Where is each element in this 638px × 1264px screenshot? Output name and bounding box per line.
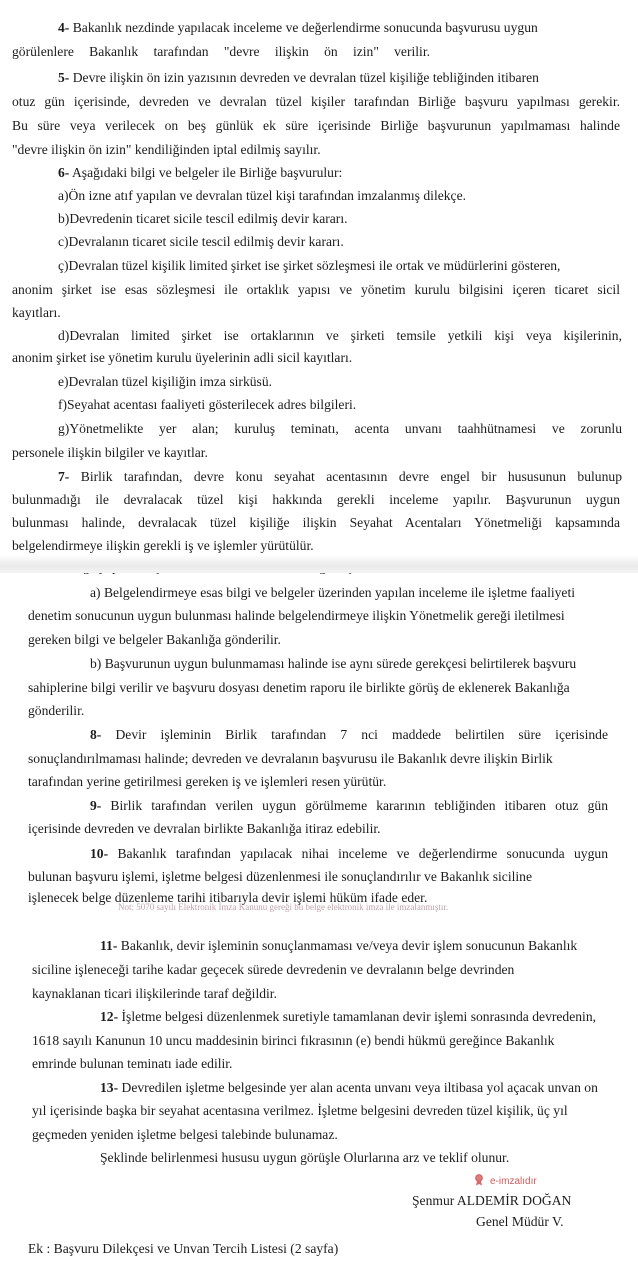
paragraph-10-line: bulunan başvuru işlemi, işletme belgesi düzenlenmesi ile sonuçlandırılır ve Bakanlık siciline [28, 869, 532, 884]
list-item-g: g)Yönetmelikte yer alan; kuruluş teminatı, acenta unvanı taahhütnamesi ve zorunlu [58, 421, 622, 436]
paragraph-number: 5- [58, 70, 70, 85]
e-signature-note: Not: 5070 sayılı Elektronik İmza Kanunu gereği bu belge elektronik imza ile imzalanmıştır. [118, 902, 449, 912]
paragraph-7-line: bulunması halinde, devralacak tüzel kişiliğe ilişkin Seyahat Acentaları Yönetmeliği kapsamında [12, 515, 620, 530]
signatory-title: Genel Müdür V. [476, 1214, 564, 1229]
list-item-b: b) Başvurunun uygun bulunmaması halinde ise aynı sürede gerekçesi belirtilerek başvuru [90, 656, 577, 671]
paragraph-13-line: geçmeden yeniden işletme belgesi talebinde bulunamaz. [32, 1127, 338, 1142]
paragraph-12-line: 1618 sayılı Kanunun 10 uncu maddesinin birinci fıkrasının (e) bendi hükmü gereğince Bakanlık [32, 1033, 555, 1048]
attachment-note: Ek : Başvuru Dilekçesi ve Unvan Tercih Listesi (2 sayfa) [28, 1241, 339, 1256]
paragraph-number: 6- [58, 165, 70, 180]
list-item-a: a) Belgelendirmeye esas bilgi ve belgeler üzerinden yapılan inceleme ile işletme faaliyeti [90, 585, 576, 600]
paragraph-12-line: 12- İşletme belgesi düzenlenmek suretiyle tamamlanan devir işlemi sonrasında devredenin, [100, 1009, 597, 1024]
paragraph-11-line: siciline işleneceği tarihe kadar geçecek sürede devredenin ve devralanın belge devrinden [32, 962, 515, 977]
paragraph-11-line: kaynaklanan ticari ilişkilerinde taraf değildir. [32, 986, 277, 1001]
paragraph-number: 9- [90, 798, 102, 813]
list-item-b: b)Devredenin ticaret sicile tescil edilmiş devir kararı. [58, 211, 348, 226]
paragraph-13-line: 13- Devredilen işletme belgesinde yer alan acenta unvanı veya iltibasa yol açacak unvan on [100, 1080, 598, 1095]
paragraph-number: 12- [100, 1009, 119, 1024]
list-item-c: c)Devralanın ticaret sicile tescil edilmiş devir kararı. [58, 234, 344, 249]
list-item-a: gereken bilgi ve belgeler Bakanlığa gönderilir. [28, 632, 281, 647]
signatory-name: Şenmur ALDEMİR DOĞAN [412, 1193, 572, 1208]
list-item-a: a)Ön izne atıf yapılan ve devralan tüzel kişi tarafından imzalanmış dilekçe. [58, 188, 467, 203]
list-item-b: gönderilir. [28, 703, 85, 718]
paragraph-number: 13- [100, 1080, 119, 1095]
list-item-cc: ç)Devralan tüzel kişilik limited şirket ise şirket sözleşmesi ile ortak ve müdürlerini gösteren, [58, 258, 561, 273]
paragraph-9-line: 9- Birlik tarafından verilen uygun görülmeme kararının tebliğinden itibaren otuz gün [90, 798, 609, 813]
medal-icon [474, 1174, 484, 1186]
paragraph-5-line: Bu süre veya verilecek on beş günlük ek süre içerisinde Birliğe başvurunun yapılmaması halinde [12, 118, 620, 133]
paragraph-number: 4- [58, 20, 70, 35]
paragraph-6-heading: 6- Aşağıdaki bilgi ve belgeler ile Birliğe başvurulur: [58, 165, 343, 180]
paragraph-8-line: sonuçlandırılmaması halinde; devreden ve devralanın başvurusu ile Bakanlık devre ilişkin Birlik [28, 751, 553, 766]
paragraph-12-line: emrinde bulunan teminatı iade edilir. [32, 1056, 233, 1071]
paragraph-10-line: işlenecek belge düzenleme tarihi itibarıyla devir işlemi hüküm ifade eder. [28, 890, 428, 905]
paragraph-9-line: içerisinde devreden ve devralan birlikte Bakanlığa itiraz edebilir. [28, 821, 381, 836]
list-item-g: personele ilişkin bilgiler ve kayıtlar. [12, 445, 208, 460]
paragraph-5-line: 5- Devre ilişkin ön izin yazısının devreden ve devralan tüzel kişiliğe tebliğinden itibaren [58, 70, 539, 85]
paragraph-10-line: 10- Bakanlık tarafından yapılacak nihai inceleme ve değerlendirme sonucunda uygun [90, 846, 608, 861]
paragraph-7-line: bulunmadığı ile devralacak tüzel kişi hakkında gerekli inceleme yapılır. Başvurunun uygun [12, 492, 620, 507]
paragraph-5-line: otuz gün içerisinde, devreden ve devralan tüzel kişiler tarafından Birliğe başvuru yapılması gerekir. [12, 94, 620, 109]
list-item-e: e)Devralan tüzel kişiliğin imza sirküsü. [58, 374, 273, 389]
paragraph-number: 7- [58, 469, 70, 484]
list-item-f: f)Seyahat acentası faaliyeti gösterilecek adres bilgileri. [58, 397, 357, 412]
paragraph-7-line: belgelendirmeye ilişkin gerekli iş ve işlemler yürütülür. [12, 538, 314, 553]
paragraph-number: 8- [90, 727, 102, 742]
paragraph-8-line: tarafından yerine getirilmesi gereken iş ve işlemleri resen yürütür. [28, 774, 387, 789]
e-signed-badge: e-imzalıdır [474, 1174, 537, 1187]
paragraph-number: 11- [100, 938, 118, 953]
list-item-d: d)Devralan limited şirket ise ortaklarının ve şirketi temsile yetkili kişi veya kişilerinin, [58, 328, 622, 343]
list-item-cc: kayıtları. [12, 305, 61, 320]
list-item-d: anonim şirket ise yönetim kurulu üyelerinin adli sicil kayıtları. [12, 350, 353, 365]
paragraph-4-line: 4- Bakanlık nezdinde yapılacak inceleme ve değerlendirme sonucunda başvurusu uygun [58, 20, 538, 35]
paragraph-13-line: yıl içerisinde başka bir seyahat acentasına verilmez. İşletme belgesini devreden tüzel kişilik, üç yıl [32, 1103, 568, 1118]
paragraph-8-line: 8- Devir işleminin Birlik tarafından 7 nci maddede belirtilen süre içerisinde [90, 727, 609, 742]
paragraph-5-line: "devre ilişkin ön izin" kendiliğinden iptal edilmiş sayılır. [12, 142, 321, 157]
paragraph-11-line: 11- Bakanlık, devir işleminin sonuçlanmaması ve/veya devir işlem sonucunun Bakanlık [100, 938, 578, 953]
paragraph-number: 10- [90, 846, 109, 861]
list-item-cc: anonim şirket ise esas sözleşmesi ile ortaklık yapısı ve yönetim kurulu bilgisini içeren ticaret sicil [12, 282, 620, 297]
scan-seam [0, 555, 638, 573]
list-item-b: sahiplerine bilgi verilir ve başvuru dosyası denetim raporu ile birlikte görüş de eklenerek Bakanlığa [28, 680, 570, 695]
paragraph-4-line: görülenlere Bakanlık tarafından "devre ilişkin ön izin" verilir. [12, 44, 430, 59]
closing-sentence: Şeklinde belirlenmesi hususu uygun görüşle Olurlarına arz ve teklif olunur. [100, 1150, 510, 1165]
paragraph-7-line: 7- Birlik tarafından, devre konu seyahat acentasının devre engel bir hususunun bulunup [58, 469, 622, 484]
list-item-a: denetim sonucunun uygun bulunması halinde belgelendirmeye ilişkin Yönetmelik gereği iletilmesi [28, 608, 565, 623]
